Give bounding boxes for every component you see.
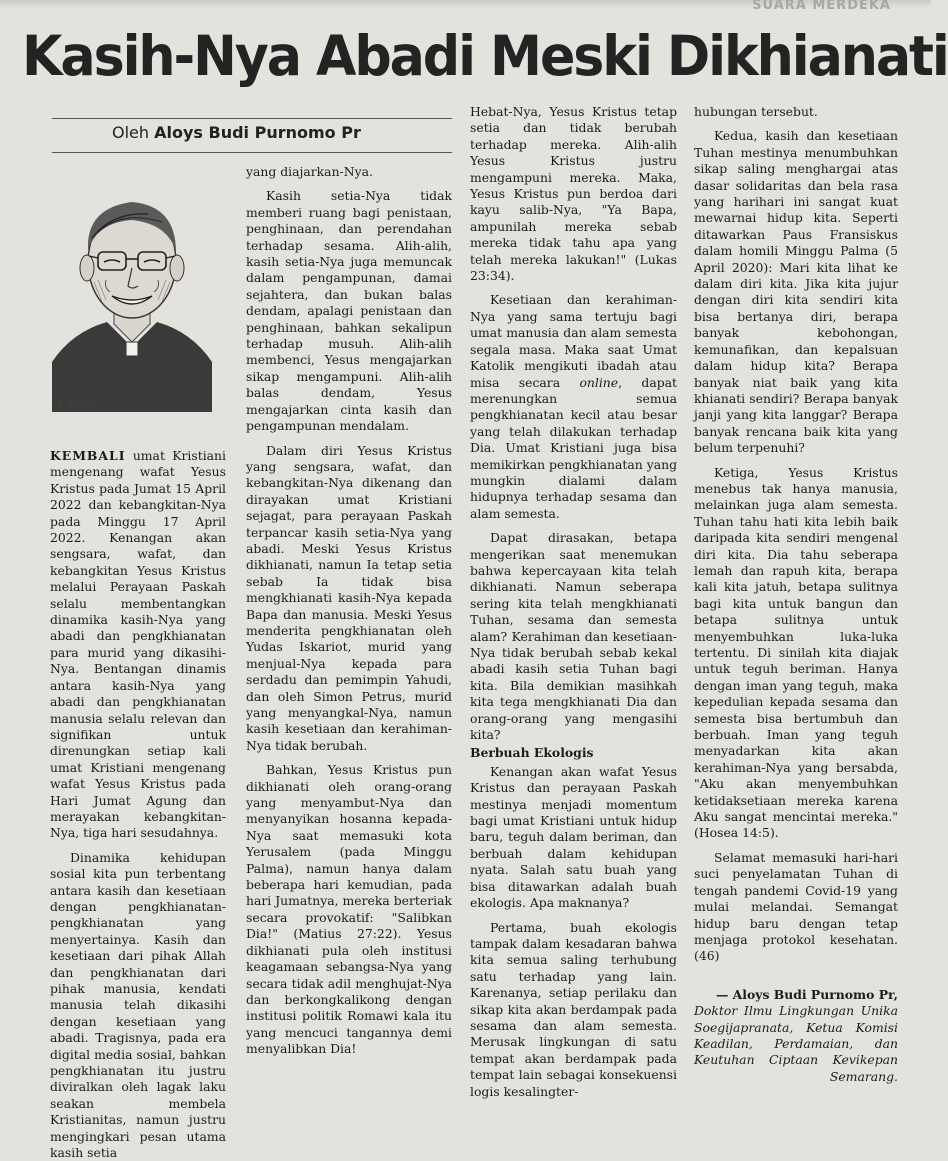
column-3 — [470, 104, 677, 1099]
headline: Kasih-Nya Abadi Meski Dikhianati — [22, 24, 948, 88]
c4-paragraph-1: Kedua, kasih dan kesetiaan Tuhan mestinya menumbuhkan sikap saling menghargai atas dasar solidaritas dan bela rasa yang harihari ini sangat kuat mewarnai hidup kita. Seperti ditawarkan Paus Fransiskus dalam homili Minggu Palma (5 April 2020): Mari kita lihat ke dalam diri kita. Jika kita jujur dengan diri kita sendiri kita bisa bertanya diri, berapa banyak kebohongan, kemunafikan, dan kepalsuan dalam hidup kita? Berapa banyak niat baik yang kita khianati sendiri? Berapa banyak janji yang kita langgar? Berapa banyak rencana baik kita yang belum terpenuhi? — [694, 128, 898, 456]
signature-role: Doktor Ilmu Lingkungan Unika Soegijapranata, Ketua Komisi Keadilan, Perdamaian, dan Keutuhan Ciptaan Kevikepan Semarang. — [694, 1003, 898, 1084]
column-2 — [246, 164, 452, 1057]
c1-paragraph-2: Dinamika kehidupan sosial kita pun terbentang antara kasih dan kesetiaan dengan pengkhianatan-pengkhianatan yang menyertainya. Kasih dan kesetiaan dari pihak Allah dan pengkhianatan dari pihak manusia, kendati manusia telah dikasihi dengan kesetiaan yang abadi. Tragisnya, pada era digital media sosial, bahkan pengkhianatan itu justru diviralkan oleh lagak laku seakan membela Kristianitas, namun justru mengingkari pesan utama kasih setia — [50, 849, 226, 1161]
c1-p1-text: umat Kristiani mengenang wafat Yesus Kristus pada Jumat 15 April 2022 dan kebangkitan-Nya pada Minggu 17 April 2022. Kenangan akan sengsara, wafat, dan kebangkitan Yesus Kristus melalui Perayaan Paskah selalu membentangkan dinamika kasih-Nya yang abadi dan pengkhianatan para murid yang dikasihi-Nya. Bentangan dinamis antara kasih-Nya yang abadi dan pengkhianatan manusia selalu relevan dan signifikan untuk direnungkan setiap kali umat Kristiani mengenang wafat Yesus Kristus pada Hari Jumat Agung dan merayakan kebangkitan-Nya, tiga hari sesudahnya. — [50, 448, 226, 841]
c3-paragraph-4: Pertama, buah ekologis tampak dalam kesadaran bahwa kita semua saling terhubung satu terhadap yang lain. Karenanya, setiap perilaku dan sikap kita akan berdampak pada sesama dan alam semesta. Merusak lingkungan di satu tempat akan berdampak pada tempat lain sebagai konsekuensi logis kesalingter- — [470, 919, 677, 1099]
byline — [112, 123, 361, 142]
c2-paragraph-1: Kasih setia-Nya tidak memberi ruang bagi penistaan, penghinaan, dan perendahan terhadap sesama. Alih-alih, kasih setia-Nya juga memuncak dalam pengampunan, damai sejahtera, dan bukan balas dendam, apalagi penistaan dan penghinaan, bahkan sekalipun terhadap musuh. Alih-alih membenci, Yesus mengajarkan sikap mengampuni. Alih-alih balas dendam, Yesus mengajarkan cinta kasih dan pengampunan mendalam. — [246, 188, 452, 434]
column-4 — [694, 104, 898, 1084]
c3-paragraph-1 — [470, 292, 677, 522]
signature-name: — Aloys Budi Purnomo Pr, — [715, 986, 898, 1002]
c3-p1-text-a: Kesetiaan dan kerahiman-Nya yang sama tertuju bagi umat manusia dan alam semesta segala masa. Maka saat Umat Katolik mengikuti ibadah atau misa secara — [470, 292, 677, 390]
c3-p1-text-b: , dapat merenungkan semua pengkhianatan kecil atau besar yang telah dilakukan terhadap Dia. Umat Kristiani juga bisa memikirkan pengkhianatan yang mungkin dialami dalam hidupnya terhadap sesama dan alam semesta. — [470, 374, 677, 521]
byline-prefix: Oleh — [112, 123, 150, 142]
c3-paragraph-0: Hebat-Nya, Yesus Kristus tetap setia dan tidak berubah terhadap mereka. Alih-alih Yesus Kristus justru mengampuni mereka. Maka, Yesus Kristus pun berdoa dari kayu salib-Nya, "Ya Bapa, ampunilah mereka sebab mereka tidak tahu apa yang telah mereka lakukan!" (Lukas 23:34). — [470, 104, 677, 284]
portrait-signature: T. Kolegio — [58, 399, 98, 408]
lead-word: KEMBALI — [50, 448, 126, 463]
c3-p1-emphasis: online — [579, 374, 619, 390]
c2-paragraph-0: yang diajarkan-Nya. — [246, 164, 373, 179]
c4-paragraph-3: Selamat memasuki hari-hari suci penyelamatan Tuhan di tengah pandemi Covid-19 yang mulai melandai. Semangat hidup baru dengan tetap menjaga protokol kesehatan. (46) — [694, 849, 898, 964]
c2-paragraph-2: Dalam diri Yesus Kristus yang sengsara, wafat, dan kebangkitan-Nya dikenang dan dirayakan umat Kristiani sejagat, para perayaan Paskah terpancar kasih setia-Nya yang abadi. Meski Yesus Kristus dikhianati, namun Ia tetap setia sebab Ia tidak bisa mengkhianati kasih-Nya kepada Bapa dan manusia. Meski Yesus menderita pengkhianatan oleh Yudas Iskariot, murid yang menjual-Nya kepada para serdadu dan pemimpin Yahudi, dan oleh Simon Petrus, murid yang menyangkal-Nya, namun kasih kesetiaan dan kerahiman-Nya tidak berubah. — [246, 442, 452, 753]
byline-rule-bottom — [52, 152, 452, 153]
byline-rule-top — [52, 118, 452, 119]
c1-paragraph-1 — [50, 448, 226, 842]
author-portrait — [52, 172, 212, 412]
c3-paragraph-2: Dapat dirasakan, betapa mengerikan saat menemukan bahwa kepercayaan kita telah dikhianati. Namun seberapa sering kita telah mengkhianati Tuhan, sesama dan semesta alam? Kerahiman dan kesetiaan-Nya tidak berubah sebab kekal abadi kasih setia Tuhan bagi kita. Bila demikian masihkah kita tega mengkhianati Dia dan orang-orang yang mengasihi kita? — [470, 530, 677, 743]
c2-paragraph-3: Bahkan, Yesus Kristus pun dikhianati oleh orang-orang yang menyambut-Nya dan menyanyikan hosanna kepada-Nya saat memasuki kota Yerusalem (pada Minggu Palma), namun hanya dalam beberapa hari kemudian, pada hari Jumatnya, mereka berteriak secara provokatif: "Salibkan Dia!" (Matius 27:22). Yesus dikhianati pula oleh institusi keagamaan sebangsa-Nya yang secara tidak adil menghujat-Nya dan berkongkalikong dengan institusi politik Romawi kala itu yang mencuci tangannya demi menyalibkan Dia! — [246, 762, 452, 1057]
subheading: Berbuah Ekologis — [470, 745, 594, 761]
c4-paragraph-0: hubungan tersebut. — [694, 104, 818, 119]
c4-paragraph-2: Ketiga, Yesus Kristus menebus tak hanya manusia, melainkan juga alam semesta. Tuhan tahu hati kita lebih baik daripada kita sendiri mengenal diri kita. Dia tahu seberapa lemah dan rapuh kita, berapa kali kita jatuh, betapa sulitnya bagi kita untuk bangun dan betapa sulitnya untuk menyembuhkan luka-luka tertentu. Di sinilah kita diajak untuk teguh beriman. Hanya dengan iman yang teguh, maka kepedulian kepada sesama dan semesta bisa bertumbuh dan berbuah. Iman yang teguh menyadarkan kita akan kerahiman-Nya yang bersabda, "Aku akan menyembuhkan ketidaksetiaan mereka karena Aku sangat mencintai mereka." (Hosea 14:5). — [694, 464, 898, 841]
masthead-fragment: SUARA MERDEKA — [752, 0, 891, 13]
byline-author: Aloys Budi Purnomo Pr — [154, 123, 361, 142]
c3-paragraph-3: Kenangan akan wafat Yesus Kristus dan perayaan Paskah mestinya menjadi momentum bagi umat Kristiani untuk hidup baru, teguh dalam beriman, dan berbuah dalam kehidupan nyata. Salah satu buah yang bisa ditawarkan adalah buah ekologis. Apa maknanya? — [470, 763, 677, 911]
column-1 — [50, 448, 226, 1161]
author-signature — [694, 987, 898, 1085]
